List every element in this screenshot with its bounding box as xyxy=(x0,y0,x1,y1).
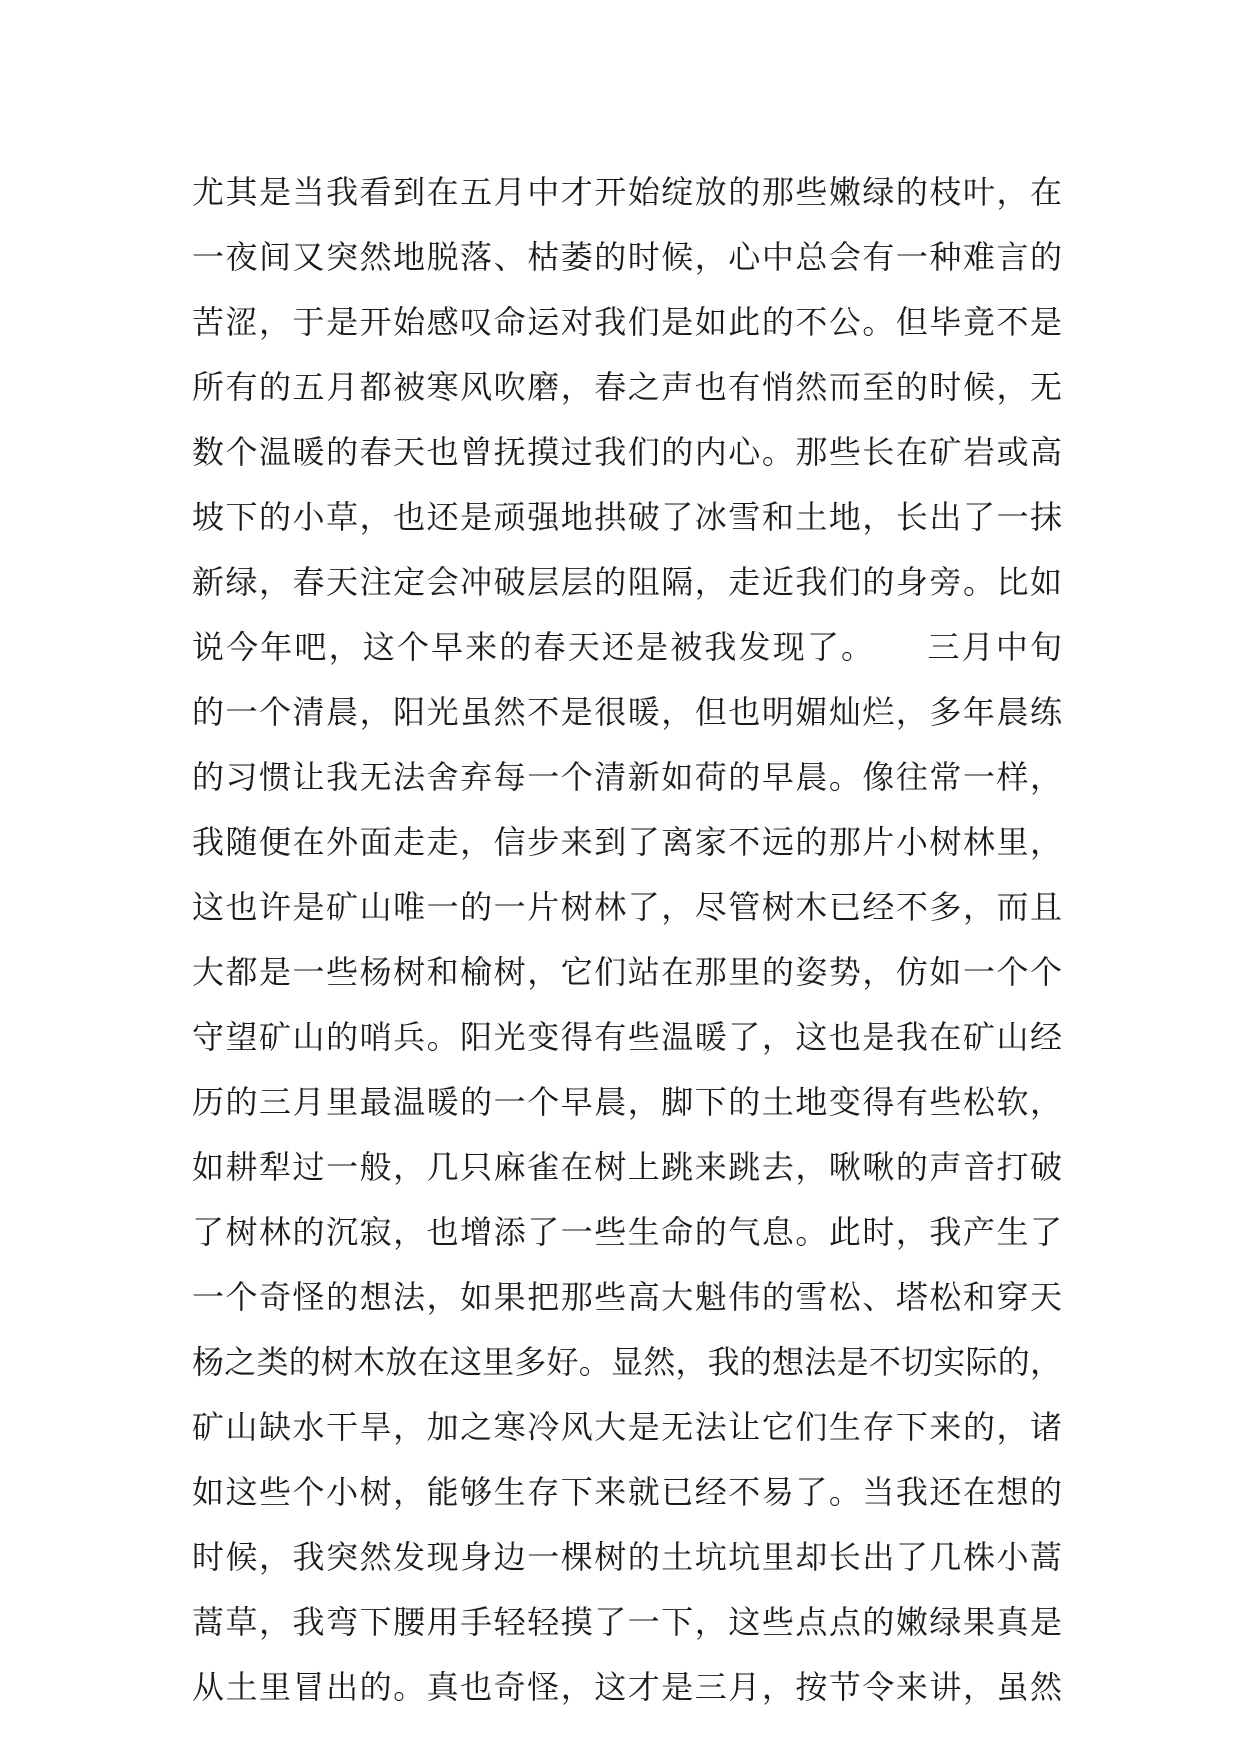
text-line: 从土里冒出的。真也奇怪，这才是三月，按节令来讲，虽然 xyxy=(192,1668,1062,1706)
text-line: 尤其是当我看到在五月中才开始绽放的那些嫩绿的枝叶，在 xyxy=(192,173,1062,211)
body-text xyxy=(192,160,1062,1720)
text-line: 数个温暖的春天也曾抚摸过我们的内心。那些长在矿岩或高 xyxy=(192,433,1062,471)
text-line: 矿山缺水干旱，加之寒冷风大是无法让它们生存下来的，诸 xyxy=(192,1408,1062,1446)
text-line: 坡下的小草，也还是顽强地拱破了冰雪和土地，长出了一抹 xyxy=(192,498,1062,536)
text-line: 我随便在外面走走，信步来到了离家不远的那片小树林里， xyxy=(192,823,1062,861)
text-line: 历的三月里最温暖的一个早晨，脚下的土地变得有些松软， xyxy=(192,1083,1062,1121)
text-line: 说今年吧，这个早来的春天还是被我发现了。 三月中旬 xyxy=(192,628,1062,666)
text-line: 了树林的沉寂，也增添了一些生命的气息。此时，我产生了 xyxy=(192,1213,1062,1251)
text-line: 的一个清晨，阳光虽然不是很暖，但也明媚灿烂，多年晨练 xyxy=(192,693,1062,731)
text-line: 新绿，春天注定会冲破层层的阻隔，走近我们的身旁。比如 xyxy=(192,563,1062,601)
text-line: 苦涩，于是开始感叹命运对我们是如此的不公。但毕竟不是 xyxy=(192,303,1062,341)
text-line: 所有的五月都被寒风吹磨，春之声也有悄然而至的时候，无 xyxy=(192,368,1062,406)
text-line: 大都是一些杨树和榆树，它们站在那里的姿势，仿如一个个 xyxy=(192,953,1062,991)
text-line: 守望矿山的哨兵。阳光变得有些温暖了，这也是我在矿山经 xyxy=(192,1018,1062,1056)
text-line: 这也许是矿山唯一的一片树林了，尽管树木已经不多，而且 xyxy=(192,888,1062,926)
text-line: 时候，我突然发现身边一棵树的土坑坑里却长出了几株小蒿 xyxy=(192,1538,1062,1576)
text-line: 的习惯让我无法舍弃每一个清新如荷的早晨。像往常一样， xyxy=(192,758,1062,796)
text-line: 蒿草，我弯下腰用手轻轻摸了一下，这些点点的嫩绿果真是 xyxy=(192,1603,1062,1641)
text-line: 如这些个小树，能够生存下来就已经不易了。当我还在想的 xyxy=(192,1473,1062,1511)
text-line: 一夜间又突然地脱落、枯萎的时候，心中总会有一种难言的 xyxy=(192,238,1062,276)
text-line: 如耕犁过一般，几只麻雀在树上跳来跳去，啾啾的声音打破 xyxy=(192,1148,1062,1186)
text-line: 一个奇怪的想法，如果把那些高大魁伟的雪松、塔松和穿天 xyxy=(192,1278,1062,1316)
text-line: 杨之类的树木放在这里多好。显然，我的想法是不切实际的， xyxy=(192,1343,1062,1381)
